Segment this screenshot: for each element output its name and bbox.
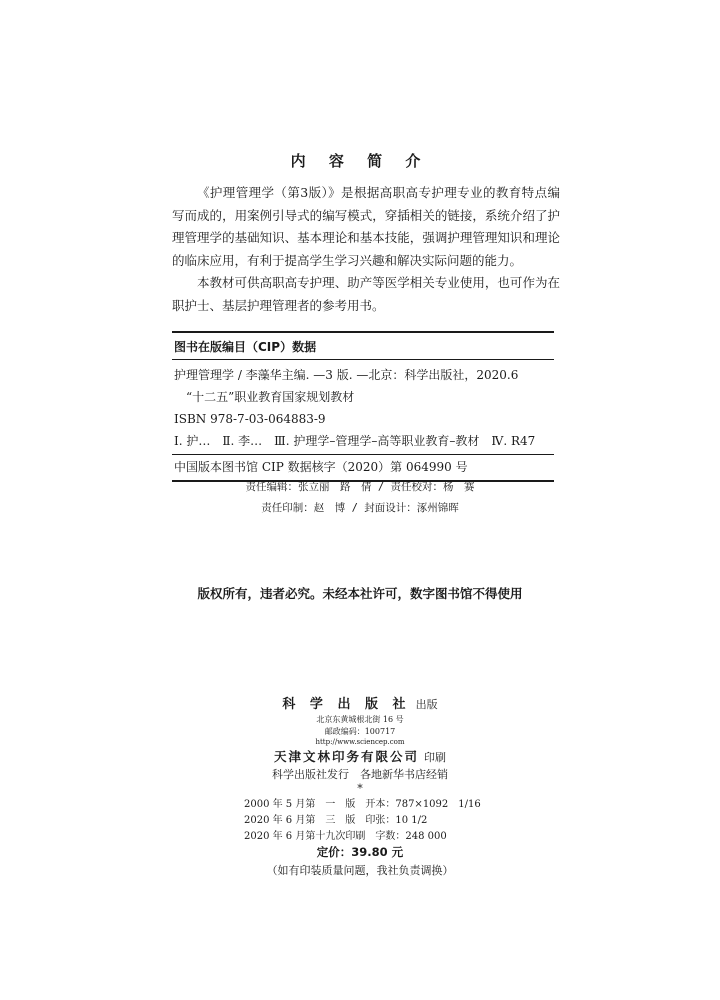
edition-row: 2020 年 6 月第十九次印刷 字数：248 000: [244, 831, 447, 842]
summary-heading: 内 容 简 介: [290, 152, 430, 170]
printer-line: [0, 746, 720, 765]
edition-row: 2020 年 6 月第 三 版 印张：10 1/2: [244, 815, 428, 826]
credits-print-line: 责任印制：赵 博 / 封面设计：涿州锦晖: [261, 502, 459, 514]
edition-row: 2000 年 5 月第 一 版 开本：787×1092 1/16: [244, 799, 481, 810]
cip-line: ISBN 978-7-03-064883-9: [174, 412, 326, 426]
cip-block: [172, 331, 554, 482]
cip-body: [172, 360, 554, 454]
copyright-notice: 版权所有，违者必究。未经本社许可，数字图书馆不得使用: [197, 586, 523, 601]
cip-line: 护理管理学 / 李藻华主编. —3 版. —北京：科学出版社，2020.6: [174, 368, 519, 382]
publisher-logo: 科 学 出 版 社: [282, 697, 411, 712]
distribution-line: 科学出版社发行 各地新华书店经销: [272, 768, 448, 781]
publisher-address: 北京东黄城根北街 16 号: [316, 715, 404, 724]
publisher-postcode: 邮政编码：100717: [324, 727, 396, 736]
printer-logo: 天津文林印务有限公司: [273, 749, 419, 764]
summary-paragraph: 《护理管理学（第3版）》是根据高职高专护理专业的教育特点编写而成的，用案例引导式的编写模式，穿插相关的链接，系统介绍了护理管理学的基础知识、基本理论和基本技能，强调护理管理知识和理论的临床应用，有利于提高学生学习兴趣和解决实际问题的能力。: [172, 185, 560, 268]
publisher-line: [0, 693, 720, 712]
summary-text: [172, 182, 560, 317]
cip-title: 图书在版编目（CIP）数据: [172, 333, 554, 360]
printer-suffix: 印刷: [424, 751, 447, 764]
publisher-website: http://www.sciencep.com: [315, 738, 405, 746]
separator-mark: *: [357, 782, 363, 795]
summary-paragraph: 本教材可供高职高专护理、助产等医学相关专业使用，也可作为在职护士、基层护理管理者的参考用书。: [172, 275, 560, 313]
quality-notice: （如有印装质量问题，我社负责调换）: [266, 864, 454, 877]
cip-data-number: 中国版本图书馆 CIP 数据核字（2020）第 064990 号: [172, 454, 554, 480]
price: 定价：39.80 元: [316, 845, 404, 859]
credits-editor-line: 责任编辑：张立丽 路 倩 / 责任校对：杨 赛: [245, 481, 475, 493]
cip-line: “十二五”职业教育国家规划教材: [186, 390, 355, 404]
cip-line: Ⅰ. 护… Ⅱ. 李… Ⅲ. 护理学–管理学–高等职业教育–教材 Ⅳ. R47: [174, 434, 536, 448]
publisher-suffix: 出版: [415, 698, 438, 711]
